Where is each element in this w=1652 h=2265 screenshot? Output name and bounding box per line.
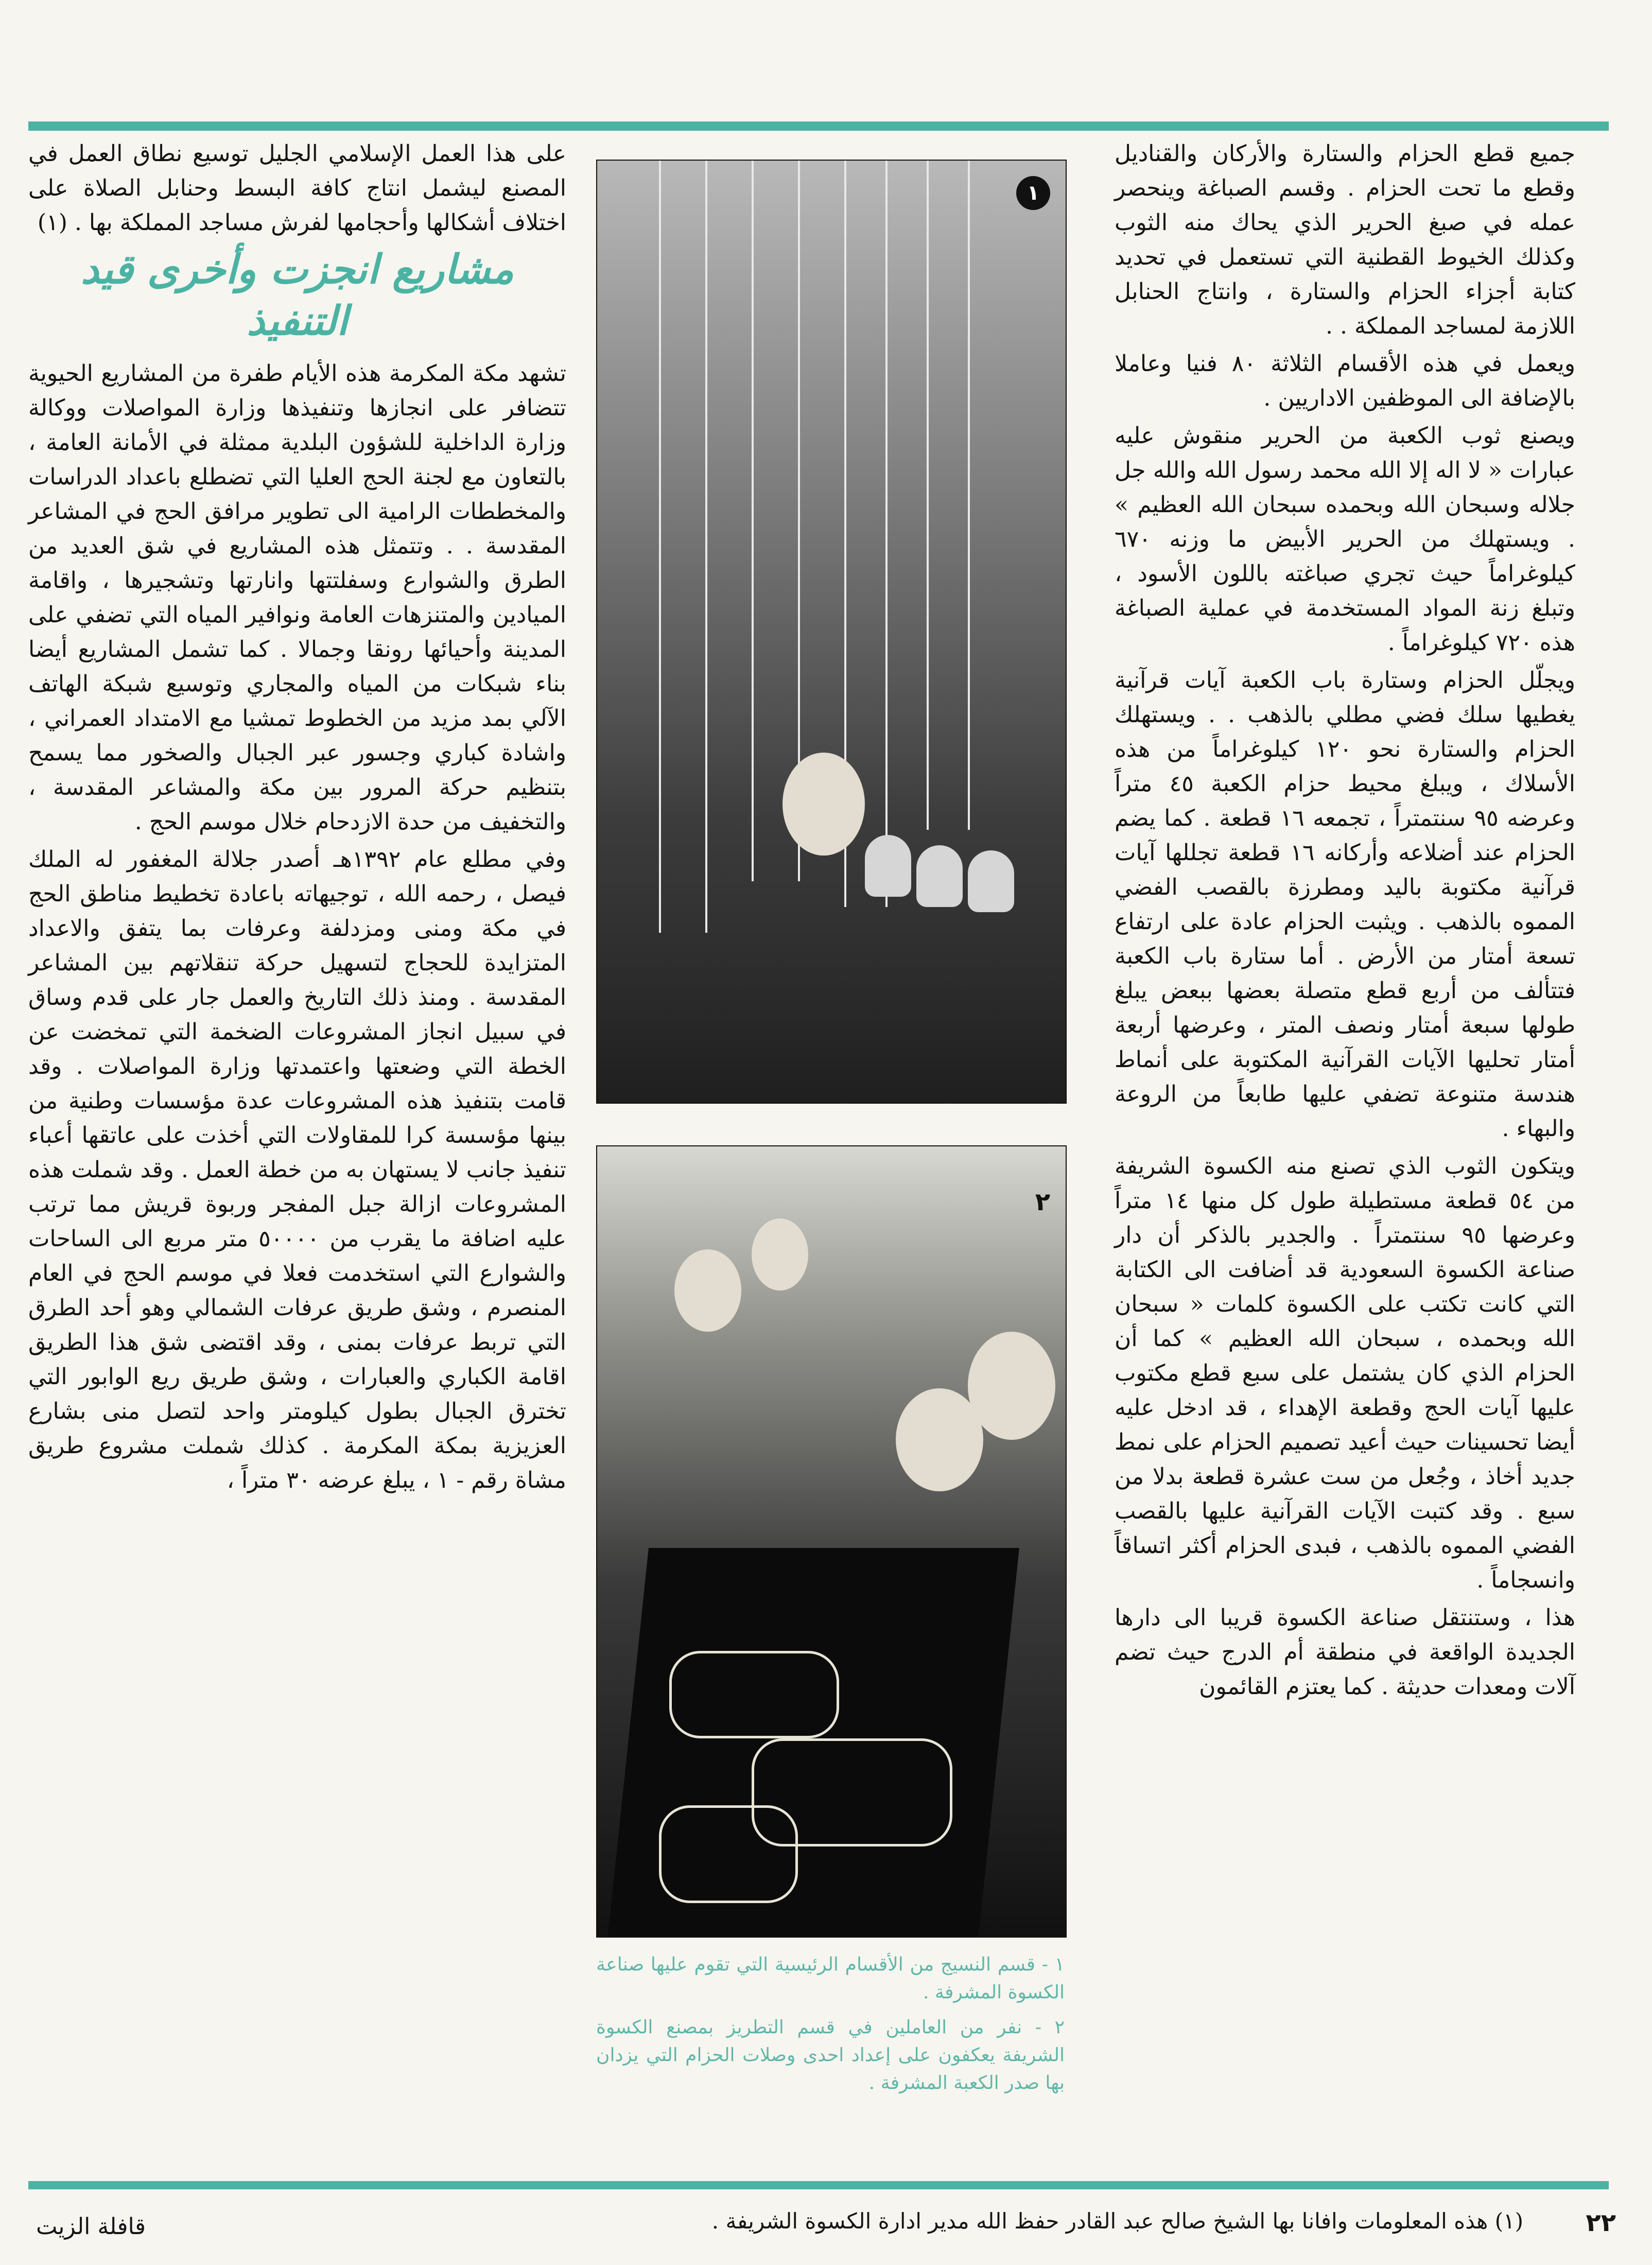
paragraph: ويصنع ثوب الكعبة من الحرير منقوش عليه عبارات « لا اله إلا الله محمد رسول الله والله جل جلاله وسبحان الله وبحمده سبحان الله العظيم » . ويستهلك من الحرير الأبيض ما وزنه ٦٧٠ كيلوغراماً حيث تجري صباغته باللون الأسود ، وتبلغ زنة المواد المستخدمة في عملية الصباغة هذه ٧٢٠ كيلوغراماً . <box>1115 423 1575 656</box>
caption: ٢ - نفر من العاملين في قسم التطريز بمصنع الكسوة الشريفة يعكفون على إعداد احدى وصلات الحزام التي يزدان بها صدر الكعبة المشرفة . <box>596 2017 1065 2094</box>
paragraph: ويتكون الثوب الذي تصنع منه الكسوة الشريفة من ٥٤ قطعة مستطيلة طول كل منها ١٤ متراً وعرضها ٩٥ سنتمتراً . والجدير بالذكر أن دار صناعة الكسوة السعودية قد أضافت الى الكتابة التي كانت تكتب على الكسوة كلمات « سبحان الله وبحمده ، سبحان الله العظيم » كما أن الحزام الذي كان يشتمل على سبع قطع مكتوب عليها آيات الحج وقطعة الإهداء ، قد ادخل عليه أيضا تحسينات حيث أعيد تصميم الحزام على نمط جديد أخاذ ، وجُعل من ست عشرة قطعة بدلا من سبع . وقد كتبت الآيات القرآنية عليها بالقصب الفضي المموه بالذهب ، فبدى الحزام أكثر اتساقاً وانسجاماً . <box>1115 1153 1576 1593</box>
caption: ١ - قسم النسيج من الأقسام الرئيسية التي تقوم عليها صناعة الكسوة المشرفة . <box>596 1954 1065 2003</box>
photo-captions <box>596 1951 1065 2104</box>
top-rule <box>28 121 1609 131</box>
photo-number-label: ٢ <box>1035 1188 1050 1216</box>
right-column <box>1115 136 1575 2165</box>
bottom-rule <box>28 2181 1609 2189</box>
paragraph: هذا ، وستنتقل صناعة الكسوة قريبا الى دارها الجديدة الواقعة في منطقة أم الدرج حيث تضم آلات ومعدات حديثة . كما يعتزم القائمون <box>1115 1605 1575 1700</box>
photo-number-badge: ١ <box>1016 176 1050 210</box>
paragraph: وفي مطلع عام ١٣٩٢هـ أصدر جلالة المغفور له الملك فيصل ، رحمه الله ، توجيهاته باعادة تخطيط مناطق الحج في مكة ومنى ومزدلفة وعرفات بما يتفق والاعداد المتزايدة للحجاج لتسهيل حركة تنقلاتهم بين المشاعر المقدسة . ومنذ ذلك التاريخ والعمل جار على قدم وساق في سبيل انجاز المشروعات الضخمة التي تمخضت عن الخطة التي وضعتها واعتمدتها وزارة المواصلات . وقد قامت بتنفيذ هذه المشروعات عدة مؤسسات وطنية من بينها مؤسسة كرا للمقاولات التي أخذت على عاتقها أعباء تنفيذ جانب لا يستهان به من خطة العمل . وقد شملت هذه المشروعات ازالة جبل المفجر وربوة قريش مما ترتب عليه اضافة ما يقرب من ٥٠٠٠٠ متر مربع الى الساحات والشوارع التي استخدمت فعلا في موسم الحج في العام المنصرم ، وشق طريق عرفات الشمالي وهو أحد الطرق التي تربط عرفات بمنى ، وقد اقتضى شق هذا الطريق اقامة الكباري والعبارات ، وشق طريق ريع الوابور التي تخترق الجبال بطول كيلومتر واحد لتصل منى بشارع العزيزية بمكة المكرمة . كذلك شملت مشروع طريق مشاة رقم - ١ ، يبلغ عرضه ٣٠ متراً ، <box>28 846 566 1493</box>
embroidery-workshop-photo <box>596 1145 1067 1938</box>
paragraph: ويعمل في هذه الأقسام الثلاثة ٨٠ فنيا وعاملا بالإضافة الى الموظفين الاداريين . <box>1115 351 1575 411</box>
footnote: (١) هذه المعلومات وافانا بها الشيخ صالح عبد القادر حفظ الله مدير ادارة الكسوة الشريفة . <box>711 2208 1523 2234</box>
magazine-name: قافلة الزيت <box>36 2214 146 2240</box>
paragraph: ويجلّل الحزام وستارة باب الكعبة آيات قرآنية يغطيها سلك فضي مطلي بالذهب . . ويستهلك الحزام والستارة نحو ١٢٠ كيلوغراماً من هذه الأسلاك ، ويبلغ محيط حزام الكعبة ٤٥ متراً وعرضه ٩٥ سنتمتراً ، تجمعه ١٦ قطعة . كما يضم الحزام عند أضلاعه وأركانه ١٦ قطعة تجللها آيات قرآنية مكتوبة باليد ومطرزة بالقصب الفضي المموه بالذهب . ويثبت الحزام عادة على ارتفاع تسعة أمتار من الأرض . أما ستارة باب الكعبة فتتألف من أربع قطع متصلة بعضها ببعض يبلغ طولها سبعة أمتار ونصف المتر ، وعرضها أربعة أمتار تحليها الآيات القرآنية المكتوبة على أنماط هندسة متنوعة تضفي عليها طابعاً من الروعة والبهاء . <box>1115 667 1576 1142</box>
paragraph: تشهد مكة المكرمة هذه الأيام طفرة من المشاريع الحيوية تتضافر على انجازها وتنفيذها وزارة المواصلات ووكالة وزارة الداخلية للشؤون البلدية ممثلة في الأمانة العامة ، بالتعاون مع لجنة الحج العليا التي تضطلع باعداد الدراسات والمخططات الرامية الى تطوير مرافق الحج في المشاعر المقدسة . . وتتمثل هذه المشاريع في شق العديد من الطرق والشوارع وسفلتتها وانارتها وتشجيرها ، واقامة الميادين والمتنزهات العامة ونوافير المياه التي تضفي على المدينة وأحيائها رونقا وجمالا . كما تشمل المشاريع أيضا بناء شبكات من المياه والمجاري وتوسيع شبكة الهاتف الآلي بمد مزيد من الخطوط تمشيا مع الامتداد العمراني ، واشادة كباري وجسور عبر الجبال والصخور مما يسمح بتنظيم حركة المرور بين مكة والمشاعر المقدسة ، والتخفيف من حدة الازدحام خلال موسم الحج . <box>28 360 566 835</box>
left-column <box>28 136 566 2165</box>
section-heading: مشاريع انجزت وأخرى قيد التنفيذ <box>80 247 514 344</box>
paragraph: على هذا العمل الإسلامي الجليل توسيع نطاق العمل في المصنع ليشمل انتاج كافة البسط وحنابل الصلاة على اختلاف أشكالها وأحجامها لفرش مساجد المملكة بها . (١) <box>28 141 566 236</box>
weaving-loom-photo <box>596 160 1067 1104</box>
paragraph: جميع قطع الحزام والستارة والأركان والقناديل وقطع ما تحت الحزام . وقسم الصباغة وينحصر عمله في صبغ الحرير الذي يحاك منه الثوب وكذلك الخيوط القطنية التي تستعمل في تحديد كتابة أجزاء الحزام والستارة ، وانتاج الحنابل اللازمة لمساجد المملكة . . <box>1115 141 1575 339</box>
page-number: ٢٢ <box>1586 2208 1616 2237</box>
